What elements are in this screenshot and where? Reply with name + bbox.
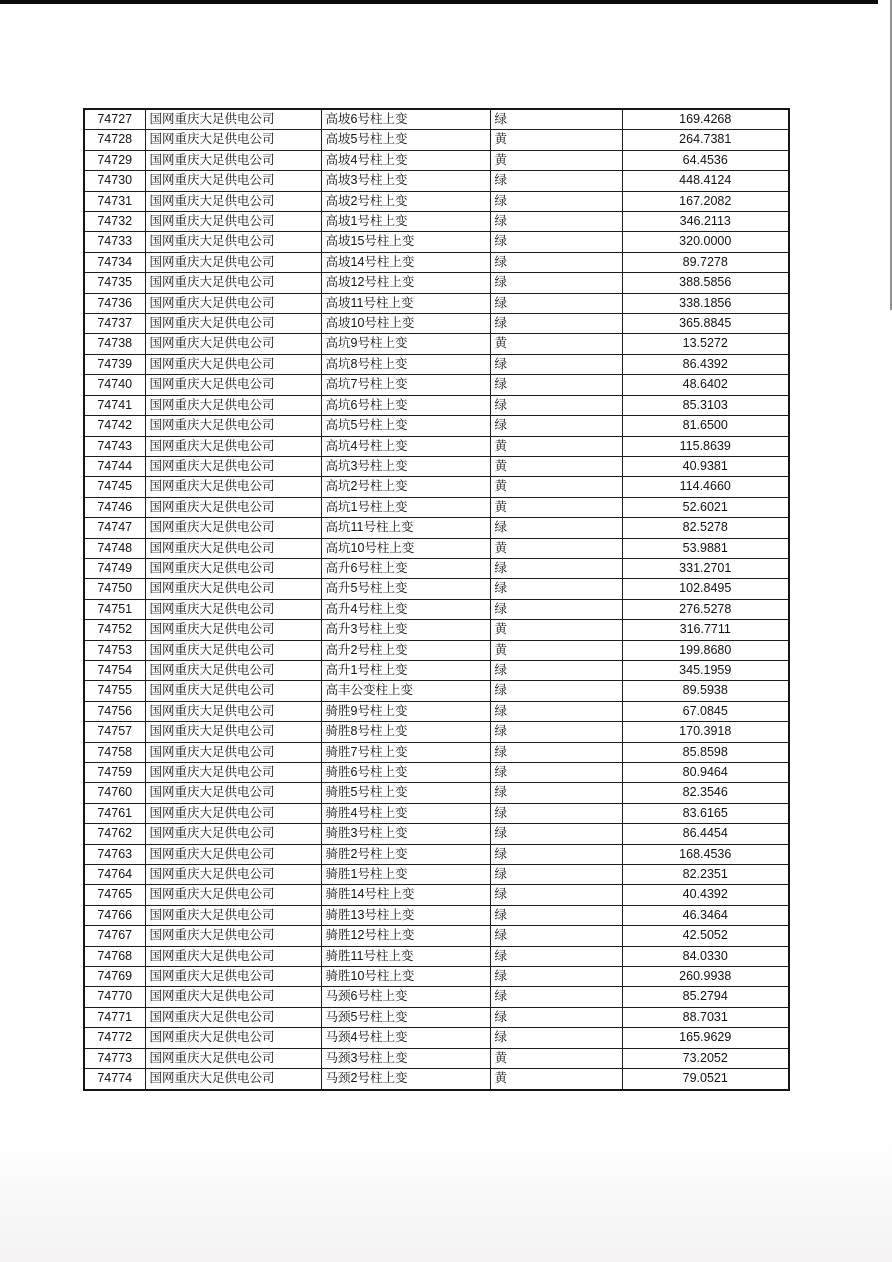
cell-transformer-name: 高坡5号柱上变 [321, 130, 490, 150]
cell-status-color: 绿 [490, 171, 622, 191]
table-row [84, 783, 789, 803]
table-row [84, 416, 789, 436]
table-row [84, 905, 789, 925]
cell-status-color: 绿 [490, 660, 622, 680]
cell-transformer-name: 高坡6号柱上变 [321, 109, 490, 130]
cell-company-name: 国网重庆大足供电公司 [145, 967, 321, 987]
cell-status-color: 绿 [490, 212, 622, 232]
cell-record-id: 74774 [84, 1069, 145, 1090]
cell-value: 167.2082 [622, 191, 789, 211]
cell-record-id: 74773 [84, 1048, 145, 1068]
cell-status-color: 黄 [490, 538, 622, 558]
cell-record-id: 74744 [84, 456, 145, 476]
cell-transformer-name: 高升2号柱上变 [321, 640, 490, 660]
cell-company-name: 国网重庆大足供电公司 [145, 1048, 321, 1068]
table-row [84, 701, 789, 721]
cell-transformer-name: 高升4号柱上变 [321, 599, 490, 619]
cell-value: 79.0521 [622, 1069, 789, 1090]
cell-company-name: 国网重庆大足供电公司 [145, 436, 321, 456]
cell-value: 169.4268 [622, 109, 789, 130]
cell-transformer-name: 高坑7号柱上变 [321, 375, 490, 395]
cell-record-id: 74752 [84, 620, 145, 640]
cell-transformer-name: 高坑11号柱上变 [321, 518, 490, 538]
cell-value: 48.6402 [622, 375, 789, 395]
cell-record-id: 74756 [84, 701, 145, 721]
cell-transformer-name: 高坡10号柱上变 [321, 314, 490, 334]
cell-company-name: 国网重庆大足供电公司 [145, 640, 321, 660]
cell-transformer-name: 高坡4号柱上变 [321, 150, 490, 170]
cell-transformer-name: 高坡15号柱上变 [321, 232, 490, 252]
cell-value: 86.4392 [622, 354, 789, 374]
table-row [84, 640, 789, 660]
cell-status-color: 绿 [490, 987, 622, 1007]
cell-company-name: 国网重庆大足供电公司 [145, 579, 321, 599]
cell-transformer-name: 高坡14号柱上变 [321, 252, 490, 272]
cell-value: 388.5856 [622, 273, 789, 293]
cell-company-name: 国网重庆大足供电公司 [145, 742, 321, 762]
cell-company-name: 国网重庆大足供电公司 [145, 865, 321, 885]
cell-value: 82.3546 [622, 783, 789, 803]
cell-record-id: 74764 [84, 865, 145, 885]
cell-value: 81.6500 [622, 416, 789, 436]
cell-transformer-name: 高坑4号柱上变 [321, 436, 490, 456]
cell-transformer-name: 高坑9号柱上变 [321, 334, 490, 354]
cell-value: 52.6021 [622, 497, 789, 517]
table-row [84, 824, 789, 844]
cell-record-id: 74746 [84, 497, 145, 517]
cell-company-name: 国网重庆大足供电公司 [145, 273, 321, 293]
cell-status-color: 绿 [490, 314, 622, 334]
cell-transformer-name: 骑胜9号柱上变 [321, 701, 490, 721]
cell-company-name: 国网重庆大足供电公司 [145, 660, 321, 680]
cell-value: 89.7278 [622, 252, 789, 272]
cell-company-name: 国网重庆大足供电公司 [145, 681, 321, 701]
cell-record-id: 74755 [84, 681, 145, 701]
cell-status-color: 绿 [490, 1028, 622, 1048]
cell-status-color: 黄 [490, 620, 622, 640]
cell-value: 86.4454 [622, 824, 789, 844]
cell-company-name: 国网重庆大足供电公司 [145, 599, 321, 619]
cell-company-name: 国网重庆大足供电公司 [145, 150, 321, 170]
cell-record-id: 74733 [84, 232, 145, 252]
cell-value: 85.2794 [622, 987, 789, 1007]
table-row [84, 987, 789, 1007]
cell-transformer-name: 高坡12号柱上变 [321, 273, 490, 293]
table-row [84, 375, 789, 395]
cell-status-color: 绿 [490, 293, 622, 313]
cell-record-id: 74769 [84, 967, 145, 987]
cell-transformer-name: 骑胜7号柱上变 [321, 742, 490, 762]
cell-status-color: 黄 [490, 130, 622, 150]
table-row [84, 1028, 789, 1048]
cell-value: 264.7381 [622, 130, 789, 150]
cell-company-name: 国网重庆大足供电公司 [145, 477, 321, 497]
cell-transformer-name: 高升1号柱上变 [321, 660, 490, 680]
cell-company-name: 国网重庆大足供电公司 [145, 212, 321, 232]
cell-value: 64.4536 [622, 150, 789, 170]
cell-status-color: 绿 [490, 742, 622, 762]
cell-value: 316.7711 [622, 620, 789, 640]
cell-record-id: 74739 [84, 354, 145, 374]
cell-record-id: 74751 [84, 599, 145, 619]
cell-company-name: 国网重庆大足供电公司 [145, 395, 321, 415]
cell-value: 89.5938 [622, 681, 789, 701]
cell-company-name: 国网重庆大足供电公司 [145, 109, 321, 130]
cell-transformer-name: 马颈6号柱上变 [321, 987, 490, 1007]
cell-company-name: 国网重庆大足供电公司 [145, 191, 321, 211]
cell-company-name: 国网重庆大足供电公司 [145, 701, 321, 721]
cell-value: 82.2351 [622, 865, 789, 885]
cell-value: 42.5052 [622, 926, 789, 946]
cell-transformer-name: 高坑8号柱上变 [321, 354, 490, 374]
table-row [84, 763, 789, 783]
cell-transformer-name: 高坑10号柱上变 [321, 538, 490, 558]
table-row [84, 130, 789, 150]
table-row [84, 518, 789, 538]
table-body [84, 109, 789, 1090]
table-row [84, 314, 789, 334]
cell-company-name: 国网重庆大足供电公司 [145, 844, 321, 864]
table-row [84, 885, 789, 905]
table-row [84, 967, 789, 987]
table-row [84, 1048, 789, 1068]
cell-value: 80.9464 [622, 763, 789, 783]
cell-company-name: 国网重庆大足供电公司 [145, 497, 321, 517]
table-row [84, 660, 789, 680]
table-row [84, 1007, 789, 1027]
cell-value: 199.8680 [622, 640, 789, 660]
cell-transformer-name: 骑胜5号柱上变 [321, 783, 490, 803]
cell-status-color: 绿 [490, 681, 622, 701]
cell-transformer-name: 骑胜11号柱上变 [321, 946, 490, 966]
cell-transformer-name: 马颈3号柱上变 [321, 1048, 490, 1068]
table-row [84, 620, 789, 640]
cell-value: 67.0845 [622, 701, 789, 721]
cell-company-name: 国网重庆大足供电公司 [145, 130, 321, 150]
cell-transformer-name: 高丰公变柱上变 [321, 681, 490, 701]
cell-value: 85.8598 [622, 742, 789, 762]
table-row [84, 1069, 789, 1090]
cell-transformer-name: 骑胜8号柱上变 [321, 722, 490, 742]
cell-transformer-name: 高升3号柱上变 [321, 620, 490, 640]
cell-status-color: 绿 [490, 783, 622, 803]
cell-status-color: 黄 [490, 334, 622, 354]
cell-transformer-name: 骑胜6号柱上变 [321, 763, 490, 783]
cell-record-id: 74731 [84, 191, 145, 211]
cell-status-color: 绿 [490, 905, 622, 925]
cell-record-id: 74741 [84, 395, 145, 415]
cell-status-color: 绿 [490, 518, 622, 538]
cell-company-name: 国网重庆大足供电公司 [145, 416, 321, 436]
table-row [84, 722, 789, 742]
table-row [84, 171, 789, 191]
cell-company-name: 国网重庆大足供电公司 [145, 987, 321, 1007]
table-row [84, 232, 789, 252]
cell-value: 260.9938 [622, 967, 789, 987]
cell-record-id: 74748 [84, 538, 145, 558]
table-row [84, 681, 789, 701]
cell-company-name: 国网重庆大足供电公司 [145, 722, 321, 742]
cell-transformer-name: 骑胜4号柱上变 [321, 803, 490, 823]
cell-company-name: 国网重庆大足供电公司 [145, 558, 321, 578]
cell-company-name: 国网重庆大足供电公司 [145, 1028, 321, 1048]
cell-status-color: 黄 [490, 1069, 622, 1090]
cell-value: 345.1959 [622, 660, 789, 680]
cell-value: 53.9881 [622, 538, 789, 558]
cell-value: 114.4660 [622, 477, 789, 497]
cell-record-id: 74765 [84, 885, 145, 905]
cell-transformer-name: 马颈5号柱上变 [321, 1007, 490, 1027]
cell-record-id: 74732 [84, 212, 145, 232]
cell-transformer-name: 马颈2号柱上变 [321, 1069, 490, 1090]
cell-company-name: 国网重庆大足供电公司 [145, 456, 321, 476]
cell-value: 40.4392 [622, 885, 789, 905]
cell-record-id: 74760 [84, 783, 145, 803]
cell-status-color: 绿 [490, 191, 622, 211]
cell-record-id: 74737 [84, 314, 145, 334]
cell-record-id: 74768 [84, 946, 145, 966]
cell-status-color: 绿 [490, 1007, 622, 1027]
cell-transformer-name: 高坡2号柱上变 [321, 191, 490, 211]
cell-record-id: 74735 [84, 273, 145, 293]
cell-transformer-name: 高坡1号柱上变 [321, 212, 490, 232]
table-row [84, 436, 789, 456]
table-row [84, 273, 789, 293]
cell-value: 165.9629 [622, 1028, 789, 1048]
cell-status-color: 绿 [490, 722, 622, 742]
cell-record-id: 74770 [84, 987, 145, 1007]
cell-record-id: 74772 [84, 1028, 145, 1048]
cell-record-id: 74763 [84, 844, 145, 864]
cell-status-color: 绿 [490, 926, 622, 946]
cell-transformer-name: 高坑3号柱上变 [321, 456, 490, 476]
table-row [84, 497, 789, 517]
table-row [84, 354, 789, 374]
cell-value: 168.4536 [622, 844, 789, 864]
cell-value: 84.0330 [622, 946, 789, 966]
cell-record-id: 74729 [84, 150, 145, 170]
cell-status-color: 绿 [490, 599, 622, 619]
cell-company-name: 国网重庆大足供电公司 [145, 354, 321, 374]
cell-transformer-name: 高坑1号柱上变 [321, 497, 490, 517]
table-row [84, 456, 789, 476]
table-row [84, 191, 789, 211]
cell-value: 276.5278 [622, 599, 789, 619]
cell-transformer-name: 高坡3号柱上变 [321, 171, 490, 191]
cell-status-color: 绿 [490, 354, 622, 374]
cell-company-name: 国网重庆大足供电公司 [145, 252, 321, 272]
cell-record-id: 74734 [84, 252, 145, 272]
cell-record-id: 74727 [84, 109, 145, 130]
cell-value: 88.7031 [622, 1007, 789, 1027]
cell-transformer-name: 骑胜3号柱上变 [321, 824, 490, 844]
table-row [84, 477, 789, 497]
cell-value: 448.4124 [622, 171, 789, 191]
cell-value: 40.9381 [622, 456, 789, 476]
cell-company-name: 国网重庆大足供电公司 [145, 885, 321, 905]
cell-record-id: 74753 [84, 640, 145, 660]
table-row [84, 599, 789, 619]
cell-record-id: 74757 [84, 722, 145, 742]
cell-record-id: 74771 [84, 1007, 145, 1027]
cell-company-name: 国网重庆大足供电公司 [145, 375, 321, 395]
cell-company-name: 国网重庆大足供电公司 [145, 803, 321, 823]
cell-value: 320.0000 [622, 232, 789, 252]
table-row [84, 865, 789, 885]
cell-company-name: 国网重庆大足供电公司 [145, 763, 321, 783]
cell-value: 85.3103 [622, 395, 789, 415]
cell-status-color: 绿 [490, 885, 622, 905]
cell-transformer-name: 骑胜12号柱上变 [321, 926, 490, 946]
cell-value: 82.5278 [622, 518, 789, 538]
cell-value: 346.2113 [622, 212, 789, 232]
cell-record-id: 74745 [84, 477, 145, 497]
cell-company-name: 国网重庆大足供电公司 [145, 1007, 321, 1027]
cell-company-name: 国网重庆大足供电公司 [145, 538, 321, 558]
cell-company-name: 国网重庆大足供电公司 [145, 334, 321, 354]
cell-status-color: 绿 [490, 967, 622, 987]
cell-record-id: 74758 [84, 742, 145, 762]
cell-value: 170.3918 [622, 722, 789, 742]
cell-value: 83.6165 [622, 803, 789, 823]
table-row [84, 926, 789, 946]
cell-status-color: 黄 [490, 497, 622, 517]
cell-value: 115.8639 [622, 436, 789, 456]
cell-record-id: 74767 [84, 926, 145, 946]
cell-status-color: 绿 [490, 579, 622, 599]
table-row [84, 558, 789, 578]
cell-company-name: 国网重庆大足供电公司 [145, 905, 321, 925]
cell-value: 46.3464 [622, 905, 789, 925]
cell-status-color: 绿 [490, 803, 622, 823]
cell-status-color: 绿 [490, 763, 622, 783]
cell-value: 365.8845 [622, 314, 789, 334]
cell-status-color: 绿 [490, 844, 622, 864]
table-row [84, 252, 789, 272]
cell-record-id: 74766 [84, 905, 145, 925]
cell-company-name: 国网重庆大足供电公司 [145, 293, 321, 313]
cell-company-name: 国网重庆大足供电公司 [145, 946, 321, 966]
page-top-border [0, 0, 878, 4]
table-row [84, 293, 789, 313]
cell-record-id: 74730 [84, 171, 145, 191]
cell-value: 338.1856 [622, 293, 789, 313]
cell-status-color: 黄 [490, 477, 622, 497]
table-row [84, 742, 789, 762]
cell-record-id: 74749 [84, 558, 145, 578]
cell-status-color: 绿 [490, 273, 622, 293]
cell-company-name: 国网重庆大足供电公司 [145, 783, 321, 803]
table-row [84, 109, 789, 130]
cell-record-id: 74738 [84, 334, 145, 354]
cell-value: 73.2052 [622, 1048, 789, 1068]
cell-company-name: 国网重庆大足供电公司 [145, 518, 321, 538]
cell-status-color: 绿 [490, 395, 622, 415]
cell-transformer-name: 骑胜2号柱上变 [321, 844, 490, 864]
cell-record-id: 74761 [84, 803, 145, 823]
cell-record-id: 74742 [84, 416, 145, 436]
cell-status-color: 绿 [490, 252, 622, 272]
cell-status-color: 黄 [490, 436, 622, 456]
cell-status-color: 绿 [490, 824, 622, 844]
table-row [84, 395, 789, 415]
table-row [84, 212, 789, 232]
cell-record-id: 74750 [84, 579, 145, 599]
cell-status-color: 绿 [490, 109, 622, 130]
table-row [84, 579, 789, 599]
cell-company-name: 国网重庆大足供电公司 [145, 620, 321, 640]
cell-status-color: 黄 [490, 1048, 622, 1068]
cell-transformer-name: 高坡11号柱上变 [321, 293, 490, 313]
cell-value: 331.2701 [622, 558, 789, 578]
cell-transformer-name: 骑胜1号柱上变 [321, 865, 490, 885]
cell-transformer-name: 骑胜13号柱上变 [321, 905, 490, 925]
cell-transformer-name: 马颈4号柱上变 [321, 1028, 490, 1048]
cell-company-name: 国网重庆大足供电公司 [145, 1069, 321, 1090]
cell-value: 102.8495 [622, 579, 789, 599]
table-row [84, 803, 789, 823]
cell-value: 13.5272 [622, 334, 789, 354]
cell-status-color: 绿 [490, 232, 622, 252]
cell-transformer-name: 高升5号柱上变 [321, 579, 490, 599]
cell-record-id: 74759 [84, 763, 145, 783]
cell-company-name: 国网重庆大足供电公司 [145, 232, 321, 252]
table-row [84, 334, 789, 354]
cell-record-id: 74736 [84, 293, 145, 313]
table-row [84, 844, 789, 864]
table-row [84, 946, 789, 966]
cell-status-color: 绿 [490, 558, 622, 578]
cell-record-id: 74754 [84, 660, 145, 680]
cell-status-color: 绿 [490, 375, 622, 395]
cell-transformer-name: 高坑2号柱上变 [321, 477, 490, 497]
cell-status-color: 黄 [490, 456, 622, 476]
table-row [84, 150, 789, 170]
cell-transformer-name: 高坑6号柱上变 [321, 395, 490, 415]
cell-status-color: 黄 [490, 150, 622, 170]
cell-transformer-name: 高坑5号柱上变 [321, 416, 490, 436]
cell-record-id: 74762 [84, 824, 145, 844]
cell-status-color: 绿 [490, 946, 622, 966]
cell-status-color: 绿 [490, 416, 622, 436]
cell-transformer-name: 高升6号柱上变 [321, 558, 490, 578]
cell-record-id: 74728 [84, 130, 145, 150]
cell-company-name: 国网重庆大足供电公司 [145, 824, 321, 844]
table-row [84, 538, 789, 558]
cell-company-name: 国网重庆大足供电公司 [145, 314, 321, 334]
cell-transformer-name: 骑胜10号柱上变 [321, 967, 490, 987]
cell-record-id: 74740 [84, 375, 145, 395]
cell-record-id: 74747 [84, 518, 145, 538]
transformer-records-table [83, 108, 790, 1091]
cell-record-id: 74743 [84, 436, 145, 456]
cell-status-color: 绿 [490, 701, 622, 721]
cell-company-name: 国网重庆大足供电公司 [145, 171, 321, 191]
cell-company-name: 国网重庆大足供电公司 [145, 926, 321, 946]
cell-transformer-name: 骑胜14号柱上变 [321, 885, 490, 905]
cell-status-color: 黄 [490, 640, 622, 660]
cell-status-color: 绿 [490, 865, 622, 885]
